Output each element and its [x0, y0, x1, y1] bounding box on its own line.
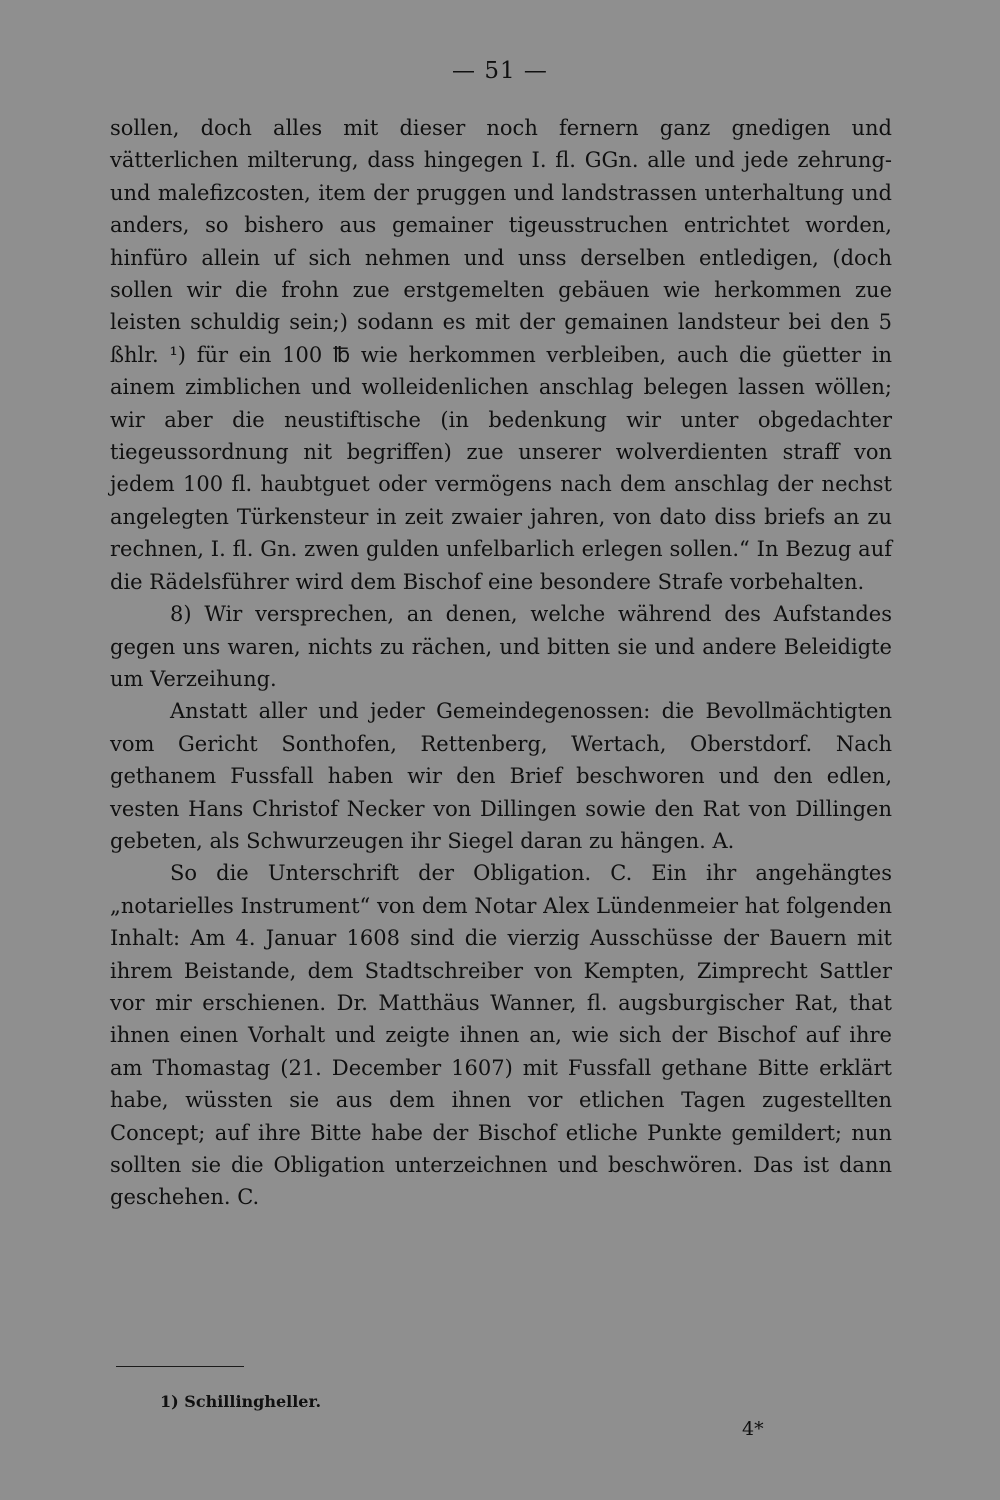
paragraph: So die Unterschrift der Obligation. C. Ein ihr angehängtes „notarielles Instrument“ von dem Notar Alex Lündenmeier hat folgenden Inhalt: Am 4. Januar 1608 sind die vierzig Ausschüsse der Bauern mit ihrem Beistande, dem Stadtschreiber von Kempten, Zimprecht Sattler vor mir erschienen. Dr. Matthäus Wanner, fl. augsburgischer Rat, that ihnen einen Vorhalt und zeigte ihnen an, wie sich der Bischof auf ihre am Thomastag (21. December 1607) mit Fussfall gethane Bitte erklärt habe, wüssten sie aus dem ihnen vor etlichen Tagen zugestellten Concept; auf ihre Bitte habe der Bischof etliche Punkte gemildert; nun sollten sie die Obligation unterzeichnen und beschwören. Das ist dann geschehen. C. [110, 861, 892, 1210]
footnote: 1) Schillingheller. [160, 1392, 322, 1411]
paragraph: 8) Wir versprechen, an denen, welche während des Aufstandes gegen uns waren, nichts zu rächen, und bitten sie und andere Beleidigte um Verzeihung. [110, 602, 892, 691]
body-text [110, 112, 892, 1214]
paragraph: sollen, doch alles mit dieser noch fernern ganz gnedigen und vätterlichen milterung, dass hingegen I. fl. GGn. alle und jede zehrung- und malefizcosten, item der pruggen und landstrassen unterhaltung und anders, so bishero aus gemainer tigeusstruchen entrichtet worden, hinfüro allein uf sich nehmen und unss derselben entledigen, (doch sollen wir die frohn zue erstgemelten gebäuen wie herkommen zue leisten schuldig sein;) sodann es mit der gemainen landsteur bei den 5 ßhlr. ¹) für ein 100 ℔ wie herkommen verbleiben, auch die güetter in ainem zimblichen und wolleidenlichen anschlag belegen lassen wöllen; wir aber die neustiftische (in bedenkung wir unter obgedachter tiegeussordnung nit begriffen) zue unserer wolverdienten straff von jedem 100 fl. haubtguet oder vermögens nach dem anschlag der nechst angelegten Türkensteur in zeit zwaier jahren, von dato diss briefs an zu rechnen, I. fl. Gn. zwen gulden unfelbarlich erlegen sollen.“ In Bezug auf die Rädelsführer wird dem Bischof eine besondere Strafe vorbehalten. [110, 116, 892, 594]
page-number: — 51 — [452, 58, 548, 84]
footnote-divider [116, 1366, 244, 1367]
sheet-signature: 4* [742, 1418, 764, 1440]
paragraph: Anstatt aller und jeder Gemeindegenossen: die Bevollmächtigten vom Gericht Sonthofen, Rettenberg, Wertach, Oberstdorf. Nach gethanem Fussfall haben wir den Brief beschworen und den edlen, vesten Hans Christof Necker von Dillingen sowie den Rat von Dillingen gebeten, als Schwurzeugen ihr Siegel daran zu hängen. A. [110, 699, 892, 853]
